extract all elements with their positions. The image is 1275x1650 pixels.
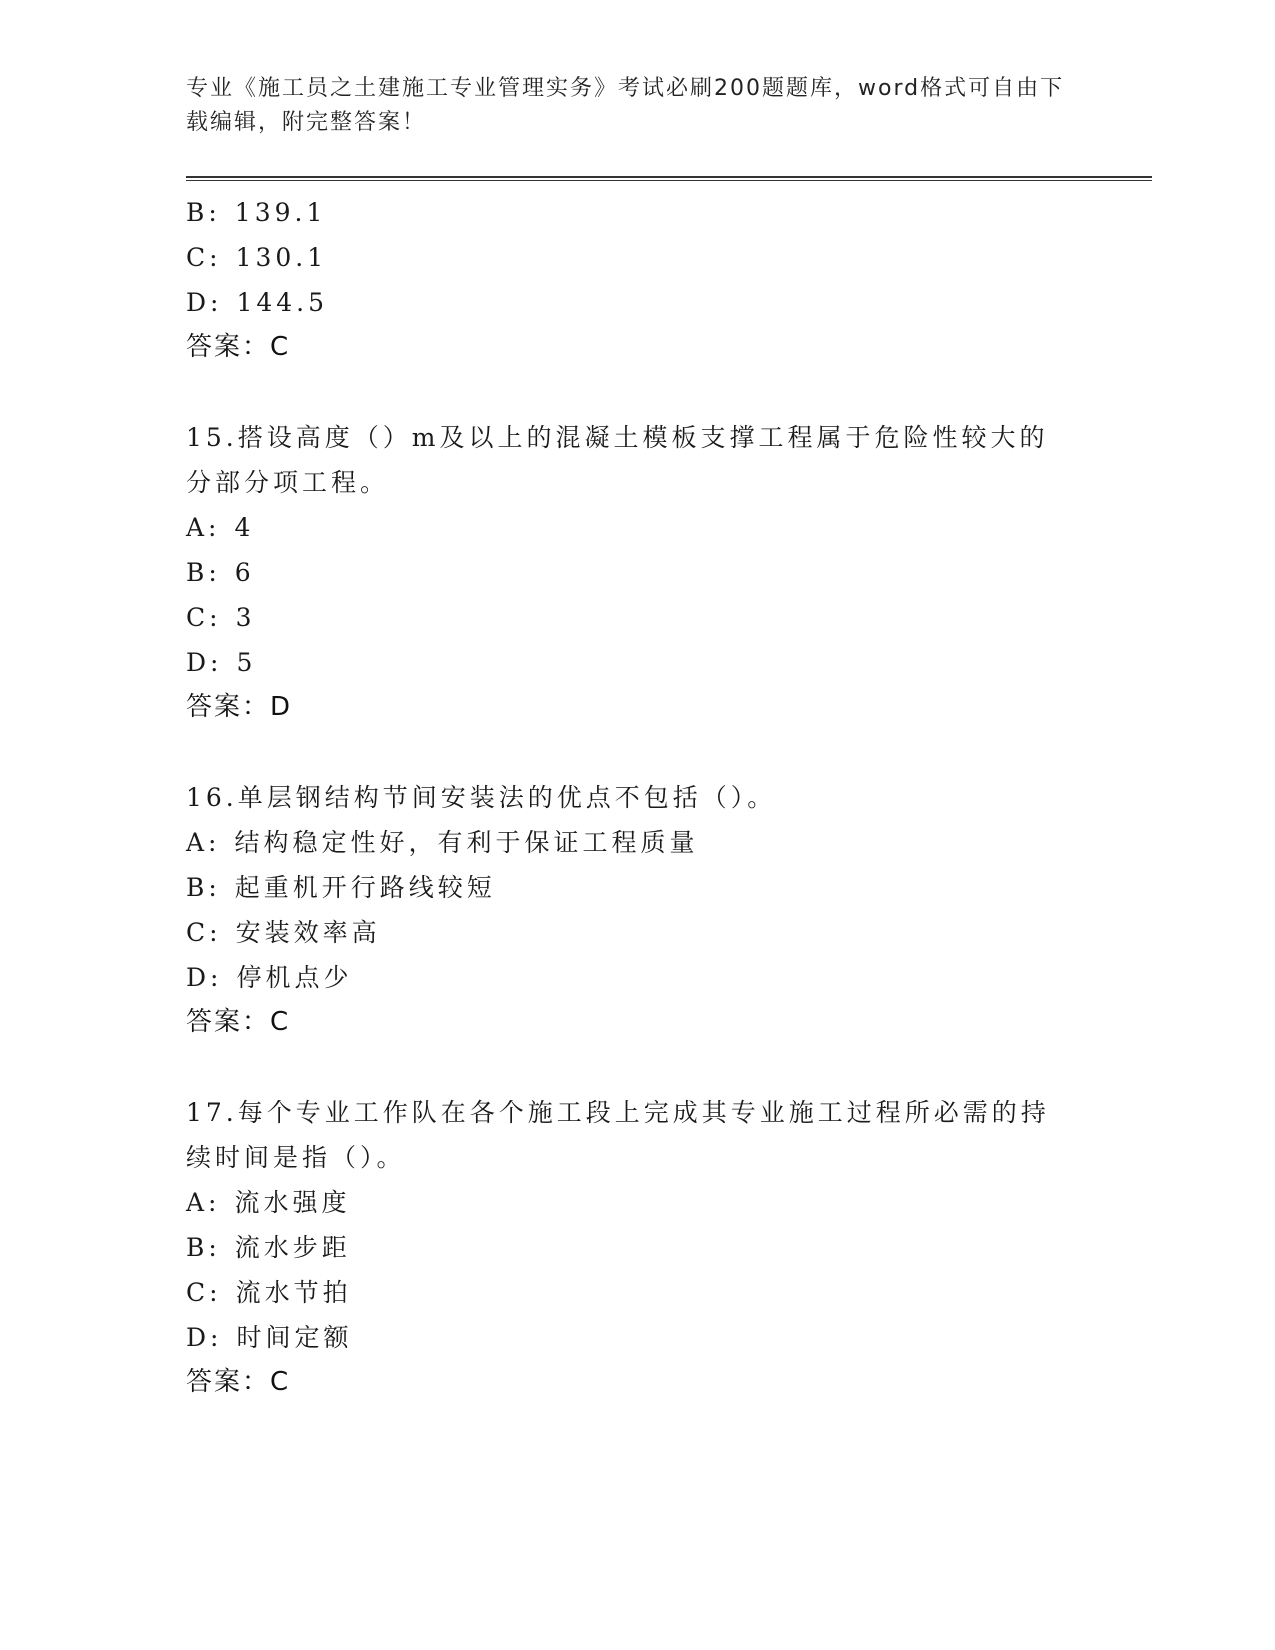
option-label: B: [186, 198, 221, 227]
option-d [186, 280, 1086, 325]
option-text: 5 [236, 648, 257, 677]
option-text: 流水强度 [234, 1188, 351, 1217]
question-16 [186, 775, 1086, 1045]
question-17 [186, 1090, 1086, 1405]
option-b [186, 865, 1086, 910]
option-c [186, 910, 1086, 955]
option-b [186, 190, 1086, 235]
option-d [186, 955, 1086, 1000]
option-label: B: [186, 873, 221, 902]
option-label: C: [186, 1278, 222, 1307]
option-text: 流水节拍 [235, 1278, 352, 1307]
option-label: D: [186, 648, 223, 677]
spacer [186, 730, 1086, 775]
answer: 答案：C [186, 332, 291, 362]
option-text: 6 [234, 558, 255, 587]
option-b [186, 550, 1086, 595]
option-label: B: [186, 1233, 221, 1262]
question-text: 15.搭设高度（）m及以上的混凝土模板支撑工程属于危险性较大的分部分项工程。 [186, 423, 1049, 497]
option-text: 时间定额 [236, 1323, 353, 1352]
option-text: 144.5 [236, 288, 329, 317]
option-c [186, 235, 1086, 280]
option-text: 安装效率高 [235, 918, 381, 947]
option-a [186, 820, 1086, 865]
option-label: A: [186, 513, 221, 542]
option-text: 起重机开行路线较短 [234, 873, 496, 902]
spacer [186, 1045, 1086, 1090]
option-label: D: [186, 288, 223, 317]
question-15 [186, 415, 1086, 730]
question-text: 17.每个专业工作队在各个施工段上完成其专业施工过程所必需的持续时间是指（）。 [186, 1098, 1050, 1172]
option-c [186, 595, 1086, 640]
option-d [186, 640, 1086, 685]
option-a [186, 505, 1086, 550]
option-text: 139.1 [234, 198, 327, 227]
option-label: A: [186, 1188, 221, 1217]
option-a [186, 1180, 1086, 1225]
question-list [186, 190, 1086, 1405]
option-text: 停机点少 [236, 963, 353, 992]
answer: 答案：C [186, 1007, 291, 1037]
option-d [186, 1315, 1086, 1360]
answer: 答案：C [186, 1367, 291, 1397]
option-label: A: [186, 828, 221, 857]
option-b [186, 1225, 1086, 1270]
option-text: 3 [235, 603, 256, 632]
option-label: B: [186, 558, 221, 587]
option-label: C: [186, 603, 222, 632]
question-14-tail [186, 190, 1086, 370]
option-c [186, 1270, 1086, 1315]
answer: 答案：D [186, 692, 293, 722]
option-label: C: [186, 918, 222, 947]
option-text: 流水步距 [234, 1233, 351, 1262]
document-header: 专业《施工员之土建施工专业管理实务》考试必刷200题题库，word格式可自由下载编辑，附完整答案！ [186, 76, 1065, 135]
option-text: 4 [234, 513, 255, 542]
question-text: 16.单层钢结构节间安装法的优点不包括（）。 [186, 783, 777, 812]
header-divider [186, 176, 1152, 181]
option-label: C: [186, 243, 222, 272]
option-label: D: [186, 963, 223, 992]
option-text: 130.1 [235, 243, 328, 272]
option-label: D: [186, 1323, 223, 1352]
option-text: 结构稳定性好，有利于保证工程质量 [234, 828, 699, 857]
spacer [186, 370, 1086, 415]
